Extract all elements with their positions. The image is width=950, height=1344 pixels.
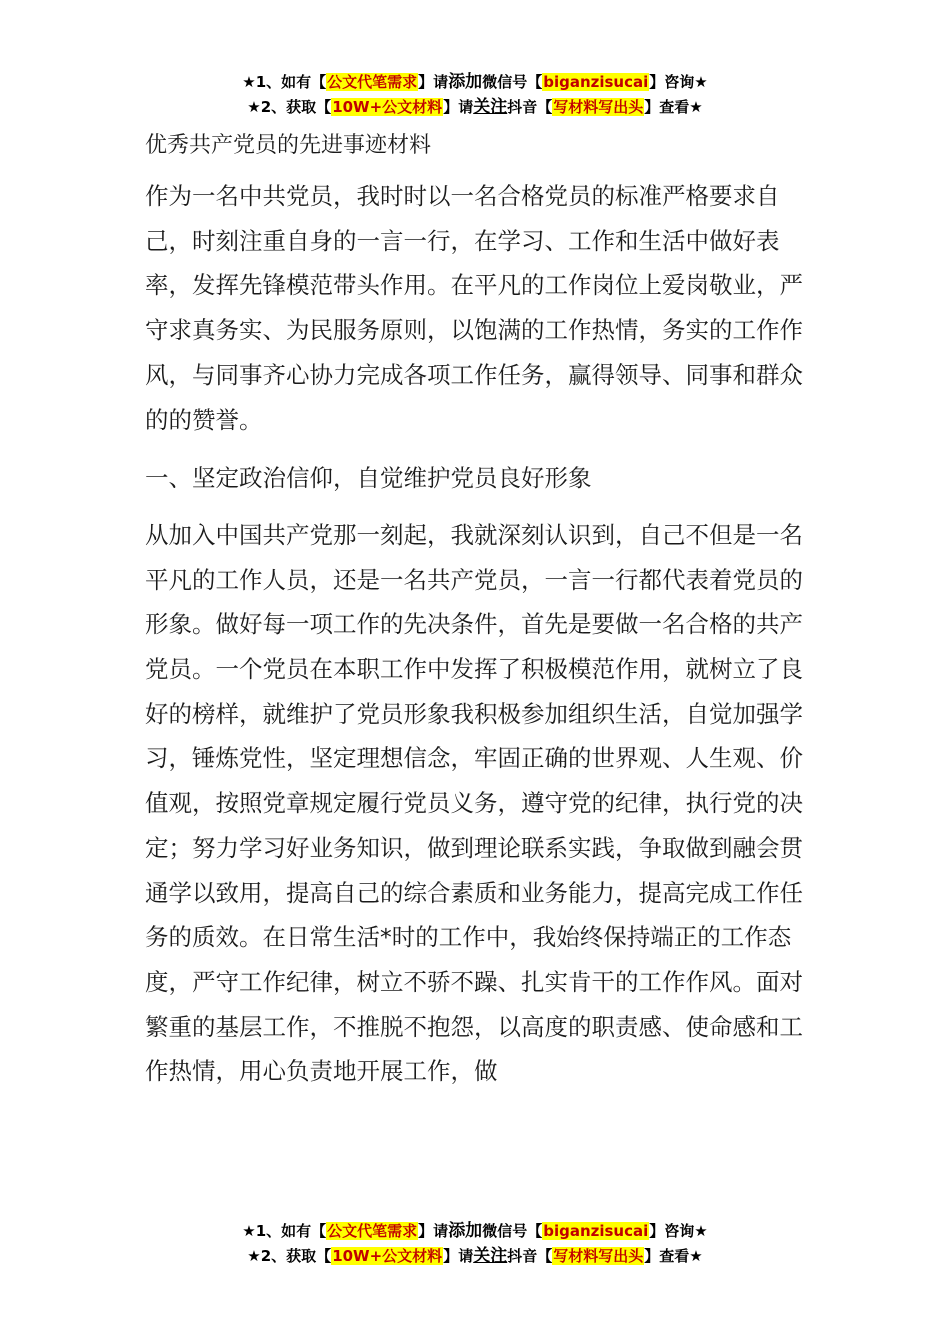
promo-text: ★1、如有【 xyxy=(242,1222,327,1240)
promo-highlight: 10W+公文材料 xyxy=(332,1247,443,1265)
promo-emphasis: 关注 xyxy=(473,97,508,117)
intro-paragraph: 作为一名中共党员，我时时以一名合格党员的标准严格要求自己，时刻注重自身的一言一行，在学习、工作和生活中做好表率，发挥先锋模范带头作用。在平凡的工作岗位上爱岗敬业，严守求真务实、为民服务原则，以饱满的工作热情，务实的工作作风，与同事齐心协力完成各项工作任务，赢得领导、同事和群众的的赞誉。 xyxy=(145,182,803,434)
promo-text: 抖音【 xyxy=(507,98,553,116)
douyin-id-highlight: 写材料写出头 xyxy=(553,98,644,116)
promo-highlight: 公文代笔需求 xyxy=(327,1222,418,1240)
promo-text: ★2、获取【 xyxy=(247,98,332,116)
promo-text: 】请 xyxy=(443,1247,474,1265)
promo-banner-bottom xyxy=(0,1219,950,1269)
promo-text: 微信号【 xyxy=(482,1222,543,1240)
promo-line-1 xyxy=(0,70,950,95)
promo-line-2 xyxy=(0,95,950,120)
promo-banner-top xyxy=(0,70,950,120)
promo-text: 】查看★ xyxy=(644,98,703,116)
promo-text: 】咨询★ xyxy=(649,73,708,91)
promo-highlight: 公文代笔需求 xyxy=(327,73,418,91)
promo-text: 】请 xyxy=(418,73,449,91)
document-body xyxy=(145,130,810,1094)
wechat-id-highlight: biganzisucai xyxy=(543,1222,649,1240)
promo-text: ★2、获取【 xyxy=(247,1247,332,1265)
section-paragraph: 从加入中国共产党那一刻起，我就深刻认识到，自己不但是一名平凡的工作人员，还是一名共产党员，一言一行都代表着党员的形象。做好每一项工作的先决条件，首先是要做一名合格的共产党员。一个党员在本职工作中发挥了积极模范作用，就树立了良好的榜样，就维护了党员形象我积极参加组织生活，自觉加强学习，锤炼党性，坚定理想信念，牢固正确的世界观、人生观、价值观，按照党章规定履行党员义务，遵守党的纪律，执行党的决定；努力学习好业务知识，做到理论联系实践，争取做到融会贯通学以致用，提高自己的综合素质和业务能力，提高完成工作任务的质效。在日常生活*时的工作中，我始终保持端正的工作态度，严守工作纪律，树立不骄不躁、扎实肯干的工作作风。面对繁重的基层工作，不推脱不抱怨，以高度的职责感、使命感和工作热情，用心负责地开展工作，做 xyxy=(145,520,803,1086)
promo-text: 】请 xyxy=(443,98,474,116)
promo-text: ★1、如有【 xyxy=(242,73,327,91)
promo-emphasis: 关注 xyxy=(473,1246,508,1266)
promo-text: 抖音【 xyxy=(507,1247,553,1265)
promo-text: 微信号【 xyxy=(482,73,543,91)
promo-highlight: 10W+公文材料 xyxy=(332,98,443,116)
promo-line-1 xyxy=(0,1219,950,1244)
promo-emphasis: 添加 xyxy=(448,72,483,92)
document-title: 优秀共产党员的先进事迹材料 xyxy=(145,133,432,158)
wechat-id-highlight: biganzisucai xyxy=(543,73,649,91)
promo-text: 】请 xyxy=(418,1222,449,1240)
promo-text: 】查看★ xyxy=(644,1247,703,1265)
douyin-id-highlight: 写材料写出头 xyxy=(553,1247,644,1265)
section-heading: 一、坚定政治信仰，自觉维护党员良好形象 xyxy=(145,464,592,493)
promo-emphasis: 添加 xyxy=(448,1221,483,1241)
promo-text: 】咨询★ xyxy=(649,1222,708,1240)
promo-line-2 xyxy=(0,1244,950,1269)
